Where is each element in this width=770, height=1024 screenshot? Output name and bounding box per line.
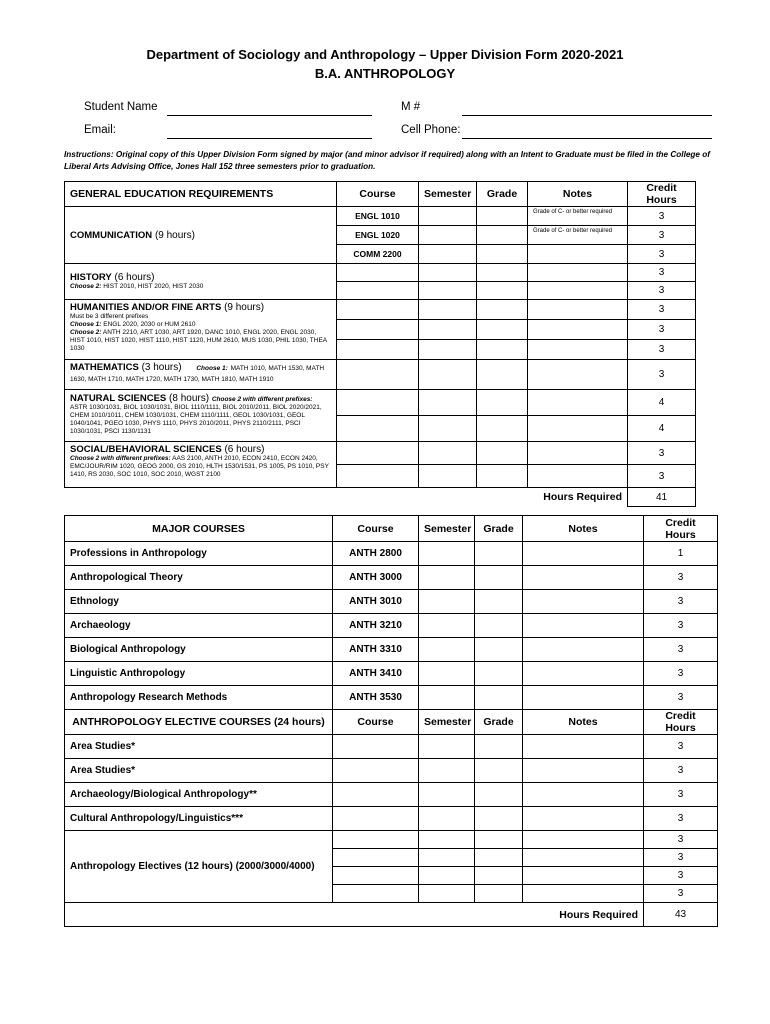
major-course-name: Archaeology — [65, 614, 333, 638]
semester-cell[interactable] — [419, 442, 477, 465]
notes-cell[interactable] — [523, 867, 644, 885]
hours-required-value: 41 — [628, 488, 696, 507]
course-cell[interactable] — [333, 807, 419, 831]
credit-cell: 3 — [644, 831, 718, 849]
notes-cell[interactable] — [528, 300, 628, 320]
credit-cell: 3 — [628, 282, 696, 300]
credit-cell: 3 — [644, 614, 718, 638]
credit-hours-header: Credit Hours — [628, 182, 696, 207]
notes-cell[interactable] — [523, 849, 644, 867]
credit-hours-header: Credit Hours — [644, 516, 718, 542]
notes-cell[interactable] — [528, 340, 628, 360]
major-course-name: Biological Anthropology — [65, 638, 333, 662]
credit-cell: 3 — [644, 885, 718, 903]
grade-cell[interactable] — [475, 686, 523, 710]
course-cell[interactable] — [337, 416, 419, 442]
grade-header: Grade — [475, 710, 523, 735]
credit-cell: 3 — [644, 849, 718, 867]
course-cell[interactable] — [337, 320, 419, 340]
elective-name: Archaeology/Biological Anthropology** — [65, 783, 333, 807]
semester-cell[interactable] — [419, 662, 475, 686]
semester-cell[interactable] — [419, 831, 475, 849]
grade-cell[interactable] — [475, 867, 523, 885]
course-cell: ANTH 2800 — [333, 542, 419, 566]
semester-cell[interactable] — [419, 849, 475, 867]
major-header: MAJOR COURSES — [65, 516, 333, 542]
semester-cell[interactable] — [419, 867, 475, 885]
notes-cell: Grade of C- or better required — [528, 207, 628, 226]
course-header: Course — [333, 710, 419, 735]
notes-cell[interactable] — [523, 638, 644, 662]
credit-cell: 3 — [644, 566, 718, 590]
gen-ed-header: GENERAL EDUCATION REQUIREMENTS — [65, 182, 337, 207]
grade-cell[interactable] — [477, 442, 528, 465]
course-cell: ENGL 1010 — [337, 207, 419, 226]
credit-cell: 3 — [628, 264, 696, 282]
major-course-name: Linguistic Anthropology — [65, 662, 333, 686]
history-category: HISTORY (6 hours) Choose 2: HIST 2010, HIST 2020, HIST 2030 — [65, 264, 337, 300]
course-cell[interactable] — [337, 465, 419, 488]
notes-cell[interactable] — [528, 442, 628, 465]
major-table — [64, 515, 718, 927]
notes-header: Notes — [523, 516, 644, 542]
major-course-name: Anthropological Theory — [65, 566, 333, 590]
notes-cell: Grade of C- or better required — [528, 226, 628, 245]
elective-name: Area Studies* — [65, 735, 333, 759]
student-name-label: Student Name — [84, 101, 158, 113]
grade-cell[interactable] — [477, 282, 528, 300]
semester-cell[interactable] — [419, 566, 475, 590]
course-cell[interactable] — [337, 300, 419, 320]
course-cell[interactable] — [333, 867, 419, 885]
grade-cell[interactable] — [475, 662, 523, 686]
grade-cell[interactable] — [475, 566, 523, 590]
semester-cell[interactable] — [419, 735, 475, 759]
semester-header: Semester — [419, 710, 475, 735]
cell-phone-label: Cell Phone: — [401, 124, 461, 136]
semester-cell[interactable] — [419, 783, 475, 807]
course-cell[interactable] — [333, 735, 419, 759]
notes-cell[interactable] — [523, 885, 644, 903]
notes-cell[interactable] — [523, 614, 644, 638]
grade-cell[interactable] — [477, 264, 528, 282]
credit-cell: 3 — [628, 207, 696, 226]
semester-cell[interactable] — [419, 320, 477, 340]
notes-cell[interactable] — [528, 282, 628, 300]
grade-cell[interactable] — [475, 542, 523, 566]
credit-cell: 3 — [644, 590, 718, 614]
major-course-name: Professions in Anthropology — [65, 542, 333, 566]
hours-required-label: Hours Required — [65, 903, 644, 927]
m-number-label: M # — [401, 101, 421, 113]
credit-cell: 3 — [644, 735, 718, 759]
credit-cell: 1 — [644, 542, 718, 566]
notes-cell[interactable] — [528, 416, 628, 442]
notes-cell[interactable] — [523, 566, 644, 590]
notes-header: Notes — [523, 710, 644, 735]
elective-header: ANTHROPOLOGY ELECTIVE COURSES (24 hours) — [65, 710, 333, 735]
grade-cell[interactable] — [475, 807, 523, 831]
course-cell: ENGL 1020 — [337, 226, 419, 245]
grade-cell[interactable] — [475, 590, 523, 614]
grade-cell[interactable] — [475, 783, 523, 807]
natural-sciences-category: NATURAL SCIENCES (8 hours) Choose 2 with different prefixes: ASTR 1030/1031, BIOL 1030/1031, BIOL 1110/1111, BIOL 2010/2011, BIOL 2020/2021, CHEM 1010/1011, CHEM 1030/1031, CHEM 1110/1111, GEOL 1030/1031, GEOL 1040/1041, PGEO 1030, PHYS 1110, PHYS 2010/2011, PHYS 2110/2111, PSCI 1030/1031, PSCI 1130/1131 — [65, 390, 337, 442]
semester-header: Semester — [419, 182, 477, 207]
semester-cell[interactable] — [419, 416, 477, 442]
grade-cell[interactable] — [475, 849, 523, 867]
semester-cell[interactable] — [419, 465, 477, 488]
credit-hours-header: Credit Hours — [644, 710, 718, 735]
elective-name: Area Studies* — [65, 759, 333, 783]
instructions: Instructions: Original copy of this Upper Division Form signed by major (and minor advisor if required) along with an Intent to Graduate must be filed in the College of Liberal Arts Advising Office, Jones Hall 152 three semesters prior to graduation. — [64, 150, 710, 171]
notes-header: Notes — [528, 182, 628, 207]
semester-cell[interactable] — [419, 807, 475, 831]
course-cell[interactable] — [337, 340, 419, 360]
major-course-name: Anthropology Research Methods — [65, 686, 333, 710]
grade-cell[interactable] — [475, 759, 523, 783]
course-cell: ANTH 3310 — [333, 638, 419, 662]
course-cell[interactable] — [337, 282, 419, 300]
credit-cell: 3 — [644, 867, 718, 885]
social-sciences-category: SOCIAL/BEHAVIORAL SCIENCES (6 hours) Choose 2 with different prefixes: AAS 2100, ANTH 2010, ECON 2410, ECON 2420, EMC/JOUR/RIM 1020, GEOG 2000, GS 2010, HLTH 1530/1531, PS 1005, PS 1010, PSY 1410, RS 2030, SOC 1010, SOC 2010, WGST 2100 — [65, 442, 337, 488]
credit-cell: 3 — [628, 340, 696, 360]
semester-cell[interactable] — [419, 885, 475, 903]
semester-cell[interactable] — [419, 686, 475, 710]
notes-cell[interactable] — [528, 360, 628, 390]
m-number-field[interactable] — [462, 115, 712, 116]
gen-ed-table — [64, 181, 696, 507]
grade-cell[interactable] — [477, 416, 528, 442]
course-cell[interactable] — [333, 885, 419, 903]
notes-cell[interactable] — [523, 735, 644, 759]
notes-cell[interactable] — [523, 590, 644, 614]
credit-cell: 3 — [644, 638, 718, 662]
course-cell: ANTH 3530 — [333, 686, 419, 710]
credit-cell: 4 — [628, 390, 696, 416]
grade-cell[interactable] — [477, 226, 528, 245]
course-cell[interactable] — [333, 759, 419, 783]
semester-cell[interactable] — [419, 264, 477, 282]
humanities-category: HUMANITIES AND/OR FINE ARTS (9 hours) Must be 3 different prefixes Choose 1: ENGL 2020, 2030 or HUM 2610 Choose 2: ANTH 2210, ART 1030, ART 1920, DANC 1010, ENGL 2020, ENGL 2030, HIST 1010, HIST 1020, HIST 1110, HIST 1120, HUM 2610, MUS 1030, PHIL 1030, THEA 1030 — [65, 300, 337, 360]
semester-cell[interactable] — [419, 360, 477, 390]
semester-cell[interactable] — [419, 245, 477, 264]
notes-cell[interactable] — [523, 662, 644, 686]
course-cell[interactable] — [333, 849, 419, 867]
grade-cell[interactable] — [475, 614, 523, 638]
credit-cell: 3 — [628, 245, 696, 264]
grade-cell[interactable] — [475, 638, 523, 662]
course-cell[interactable] — [337, 264, 419, 282]
semester-cell[interactable] — [419, 542, 475, 566]
course-cell[interactable] — [337, 360, 419, 390]
credit-cell: 3 — [628, 465, 696, 488]
course-cell: ANTH 3010 — [333, 590, 419, 614]
semester-cell[interactable] — [419, 207, 477, 226]
course-header: Course — [337, 182, 419, 207]
notes-cell[interactable] — [523, 783, 644, 807]
course-cell[interactable] — [333, 783, 419, 807]
semester-cell[interactable] — [419, 300, 477, 320]
notes-cell[interactable] — [523, 831, 644, 849]
semester-cell[interactable] — [419, 638, 475, 662]
grade-cell[interactable] — [477, 465, 528, 488]
notes-cell[interactable] — [523, 542, 644, 566]
course-cell: ANTH 3210 — [333, 614, 419, 638]
cell-phone-field[interactable] — [462, 138, 712, 139]
semester-cell[interactable] — [419, 390, 477, 416]
notes-cell[interactable] — [523, 759, 644, 783]
grade-cell[interactable] — [475, 831, 523, 849]
email-field[interactable] — [167, 138, 372, 139]
grade-cell[interactable] — [477, 340, 528, 360]
grade-cell[interactable] — [477, 207, 528, 226]
grade-cell[interactable] — [475, 735, 523, 759]
credit-cell: 4 — [628, 416, 696, 442]
page-subtitle: B.A. ANTHROPOLOGY — [314, 66, 456, 81]
course-cell: COMM 2200 — [337, 245, 419, 264]
semester-cell[interactable] — [419, 614, 475, 638]
grade-cell[interactable] — [477, 300, 528, 320]
page-title: Department of Sociology and Anthropology – Upper Division Form 2020-2021 — [146, 47, 624, 62]
semester-cell[interactable] — [419, 590, 475, 614]
credit-cell: 3 — [644, 662, 718, 686]
hours-required-label: Hours Required — [65, 488, 628, 507]
notes-cell[interactable] — [523, 807, 644, 831]
course-cell[interactable] — [337, 442, 419, 465]
grade-cell[interactable] — [477, 320, 528, 340]
credit-cell: 3 — [628, 360, 696, 390]
notes-cell[interactable] — [528, 320, 628, 340]
notes-cell[interactable] — [528, 245, 628, 264]
communication-category: COMMUNICATION (9 hours) — [65, 207, 337, 264]
grade-header: Grade — [475, 516, 523, 542]
semester-cell[interactable] — [419, 759, 475, 783]
credit-cell: 3 — [628, 442, 696, 465]
grade-cell[interactable] — [477, 245, 528, 264]
notes-cell[interactable] — [528, 465, 628, 488]
grade-header: Grade — [477, 182, 528, 207]
course-cell: ANTH 3000 — [333, 566, 419, 590]
semester-cell[interactable] — [419, 340, 477, 360]
semester-cell[interactable] — [419, 282, 477, 300]
major-course-name: Ethnology — [65, 590, 333, 614]
semester-cell[interactable] — [419, 226, 477, 245]
notes-cell[interactable] — [528, 264, 628, 282]
course-cell[interactable] — [337, 390, 419, 416]
credit-cell: 3 — [644, 759, 718, 783]
grade-cell[interactable] — [475, 885, 523, 903]
credit-cell: 3 — [644, 686, 718, 710]
mathematics-category: MATHEMATICS (3 hours) Choose 1: MATH 1010, MATH 1530, MATH 1630, MATH 1710, MATH 1720, MATH 1730, MATH 1810, MATH 1910 — [65, 360, 337, 390]
credit-cell: 3 — [644, 783, 718, 807]
notes-cell[interactable] — [523, 686, 644, 710]
notes-cell[interactable] — [528, 390, 628, 416]
course-cell[interactable] — [333, 831, 419, 849]
course-header: Course — [333, 516, 419, 542]
anthropology-electives-name: Anthropology Electives (12 hours) (2000/3000/4000) — [65, 831, 333, 903]
student-name-field[interactable] — [167, 115, 372, 116]
email-label: Email: — [84, 124, 116, 136]
grade-cell[interactable] — [477, 390, 528, 416]
grade-cell[interactable] — [477, 360, 528, 390]
elective-name: Cultural Anthropology/Linguistics*** — [65, 807, 333, 831]
hours-required-value: 43 — [644, 903, 718, 927]
semester-header: Semester — [419, 516, 475, 542]
course-cell: ANTH 3410 — [333, 662, 419, 686]
credit-cell: 3 — [644, 807, 718, 831]
credit-cell: 3 — [628, 226, 696, 245]
credit-cell: 3 — [628, 320, 696, 340]
credit-cell: 3 — [628, 300, 696, 320]
